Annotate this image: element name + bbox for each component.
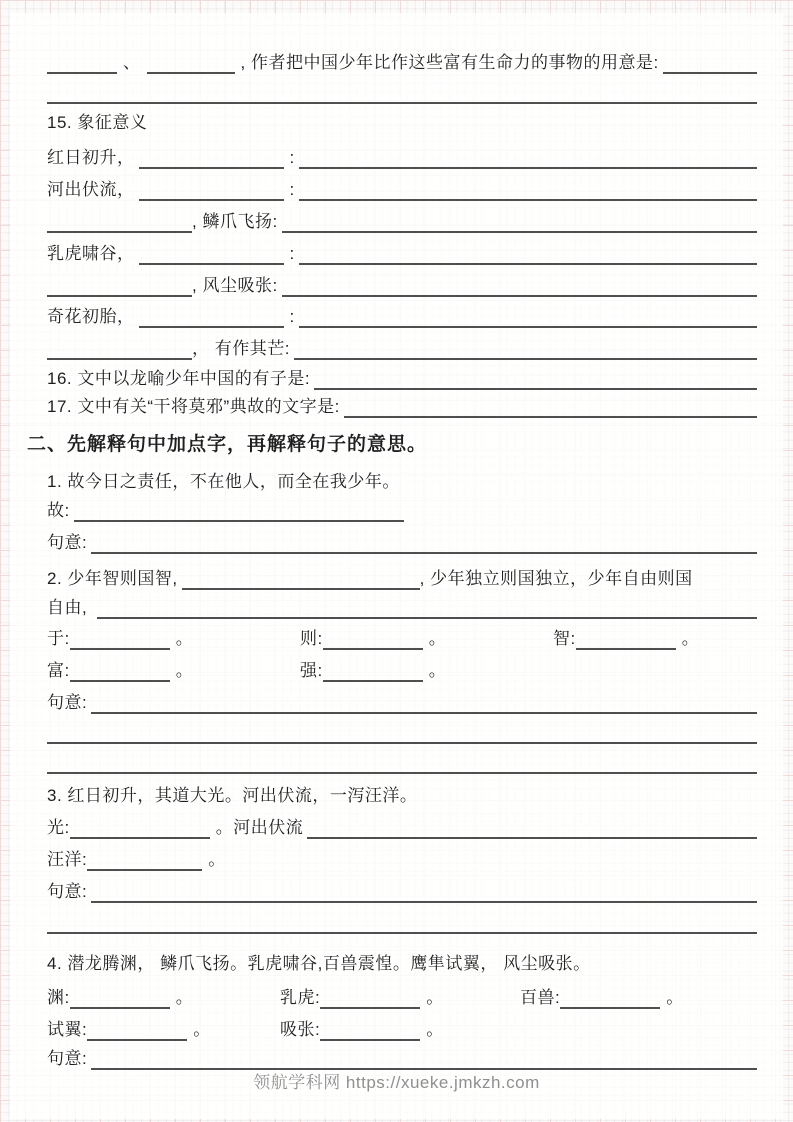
term-label: 试翼: bbox=[47, 1020, 88, 1039]
symbol-phrase: 奇花初胎， bbox=[47, 307, 135, 326]
symbolism-row bbox=[47, 145, 757, 169]
answer-blank bbox=[576, 628, 676, 650]
q16-line bbox=[47, 366, 757, 390]
term-cell bbox=[300, 659, 757, 682]
answer-blank bbox=[282, 211, 757, 233]
q17-line bbox=[47, 394, 757, 418]
period: 。 bbox=[175, 629, 194, 648]
symbol-phrase: ， 有作其芒: bbox=[192, 339, 290, 358]
answer-blank bbox=[70, 660, 170, 682]
answer-blank bbox=[299, 243, 757, 265]
answer-blank bbox=[139, 179, 284, 201]
answer-blank bbox=[91, 881, 757, 903]
answer-blank bbox=[147, 52, 235, 74]
symbolism-row bbox=[47, 209, 757, 233]
answer-blank bbox=[320, 987, 420, 1009]
q4-terms-row-2 bbox=[47, 1017, 757, 1041]
colon: : bbox=[289, 307, 295, 326]
symbolism-row bbox=[47, 304, 757, 328]
term-label: 渊: bbox=[47, 988, 70, 1007]
answer-blank bbox=[182, 568, 420, 590]
answer-blank bbox=[344, 396, 757, 418]
answer-blank bbox=[299, 147, 757, 169]
meaning-label: 句意: bbox=[47, 882, 88, 901]
symbolism-row bbox=[47, 241, 757, 265]
q4-sentence-text: 4. 潜龙腾渊， 鳞爪飞扬。乳虎啸谷,百兽震惶。鹰隼试翼， 风尘吸张。 bbox=[47, 954, 591, 973]
q4-sentence bbox=[47, 951, 757, 975]
meaning-label: 句意: bbox=[47, 533, 88, 552]
period: 。 bbox=[428, 661, 447, 680]
q15-title bbox=[47, 110, 757, 134]
symbolism-row bbox=[47, 177, 757, 201]
answer-blank bbox=[320, 1019, 420, 1041]
term-cell bbox=[300, 627, 553, 650]
answer-blank bbox=[91, 1048, 757, 1070]
term-label: 光: bbox=[47, 818, 70, 837]
term-cell bbox=[47, 627, 300, 650]
period: 。 bbox=[175, 988, 194, 1007]
site-watermark: 领航学科网 https://xueke.jmkzh.com bbox=[253, 1073, 540, 1092]
q1-meaning-line bbox=[47, 530, 757, 554]
q1-sentence bbox=[47, 469, 757, 493]
term-cell bbox=[47, 986, 280, 1009]
answer-blank bbox=[294, 338, 757, 360]
answer-blank bbox=[74, 500, 404, 522]
q2-sentence bbox=[47, 566, 757, 590]
q17-label: 17. 文中有关“干将莫邪”典故的文字是: bbox=[47, 397, 340, 416]
period: 。 bbox=[193, 1020, 211, 1039]
period: 。 bbox=[681, 629, 700, 648]
intro-text: , 作者把中国少年比作这些富有生命力的事物的用意是: bbox=[240, 53, 659, 72]
symbol-phrase: 红日初升， bbox=[47, 148, 135, 167]
symbolism-row bbox=[47, 336, 757, 360]
term-label: 则: bbox=[300, 629, 323, 648]
continuation-line bbox=[47, 722, 757, 744]
q3-meaning-line bbox=[47, 879, 757, 903]
answer-blank bbox=[70, 987, 170, 1009]
answer-blank bbox=[314, 368, 757, 390]
answer-blank bbox=[299, 179, 757, 201]
symbol-phrase: 河出伏流， bbox=[47, 180, 135, 199]
q1-sentence-text: 1. 故今日之责任，不在他人，而全在我少年。 bbox=[47, 472, 400, 491]
colon: : bbox=[289, 148, 295, 167]
period: 。 bbox=[428, 629, 447, 648]
q2-meaning-line bbox=[47, 690, 757, 714]
continuation-line bbox=[47, 752, 757, 774]
term-cell bbox=[280, 986, 520, 1009]
section2-heading-text: 二、先解释句中加点字，再解释句子的意思。 bbox=[27, 434, 428, 455]
term-label: 吸张: bbox=[280, 1020, 321, 1039]
q2-cont-text: 自由, bbox=[47, 598, 88, 617]
intro-line bbox=[47, 50, 757, 74]
period: 。 bbox=[666, 988, 684, 1007]
period: 。 bbox=[426, 988, 444, 1007]
answer-blank bbox=[91, 692, 757, 714]
q2-sentence-cont bbox=[47, 595, 757, 619]
term-cell bbox=[553, 627, 757, 650]
continuation-line bbox=[47, 82, 757, 104]
term-label: 富: bbox=[47, 661, 70, 680]
q2-terms-row-2 bbox=[47, 658, 757, 682]
symbol-phrase: 乳虎啸谷， bbox=[47, 244, 135, 263]
term-label: 故: bbox=[47, 501, 70, 520]
colon: : bbox=[289, 244, 295, 263]
period: 。 bbox=[175, 661, 194, 680]
colon: : bbox=[289, 180, 295, 199]
answer-blank bbox=[663, 52, 757, 74]
answer-blank bbox=[70, 628, 170, 650]
q3-term-line bbox=[47, 815, 757, 839]
answer-blank bbox=[47, 211, 192, 233]
answer-blank bbox=[139, 243, 284, 265]
period: 。 bbox=[426, 1020, 444, 1039]
q2-terms-row-1 bbox=[47, 626, 757, 650]
section2-heading bbox=[27, 430, 737, 456]
q3-sentence-text: 3. 红日初升，其道大光。河出伏流，一泻汪洋。 bbox=[47, 786, 418, 805]
period: 。 bbox=[208, 850, 226, 869]
q15-title-text: 15. 象征意义 bbox=[47, 113, 148, 132]
symbol-phrase: , 风尘吸张: bbox=[192, 276, 278, 295]
answer-blank bbox=[97, 597, 757, 619]
answer-blank bbox=[560, 987, 660, 1009]
answer-blank bbox=[323, 660, 423, 682]
symbolism-row bbox=[47, 273, 757, 297]
meaning-label: 句意: bbox=[47, 1049, 88, 1068]
meaning-label: 句意: bbox=[47, 693, 88, 712]
q4-terms-row-1 bbox=[47, 985, 757, 1009]
q4-meaning-line bbox=[47, 1046, 757, 1070]
answer-blank bbox=[87, 1019, 187, 1041]
q3-mid-text: 。河出伏流 bbox=[215, 818, 304, 837]
term-cell bbox=[520, 986, 757, 1009]
answer-blank bbox=[70, 817, 210, 839]
term-label: 汪洋: bbox=[47, 850, 88, 869]
worksheet-content bbox=[27, 0, 757, 1122]
answer-blank bbox=[87, 849, 202, 871]
term-cell bbox=[280, 1018, 757, 1041]
answer-blank bbox=[47, 275, 192, 297]
continuation-line bbox=[47, 912, 757, 934]
symbol-phrase: , 鳞爪飞扬: bbox=[192, 212, 278, 231]
q2-lead-text: 2. 少年智则国智, bbox=[47, 569, 178, 588]
answer-blank bbox=[139, 306, 284, 328]
answer-blank bbox=[282, 275, 757, 297]
q3-term-line-2 bbox=[47, 847, 757, 871]
q1-term-line bbox=[47, 498, 757, 522]
answer-blank bbox=[323, 628, 423, 650]
term-label: 乳虎: bbox=[280, 988, 321, 1007]
answer-blank bbox=[47, 52, 117, 74]
separator: 、 bbox=[123, 53, 141, 72]
answer-blank bbox=[299, 306, 757, 328]
q16-label: 16. 文中以龙喻少年中国的有子是: bbox=[47, 369, 311, 388]
answer-blank bbox=[47, 338, 192, 360]
term-label: 强: bbox=[300, 661, 323, 680]
answer-blank bbox=[307, 817, 757, 839]
term-cell bbox=[47, 1018, 280, 1041]
term-label: 于: bbox=[47, 629, 70, 648]
term-label: 智: bbox=[553, 629, 576, 648]
term-cell bbox=[47, 659, 300, 682]
answer-blank bbox=[91, 532, 757, 554]
q3-sentence bbox=[47, 783, 757, 807]
answer-blank bbox=[139, 147, 284, 169]
term-label: 百兽: bbox=[520, 988, 561, 1007]
q2-tail-text: , 少年独立则国独立，少年自由则国 bbox=[419, 569, 693, 588]
